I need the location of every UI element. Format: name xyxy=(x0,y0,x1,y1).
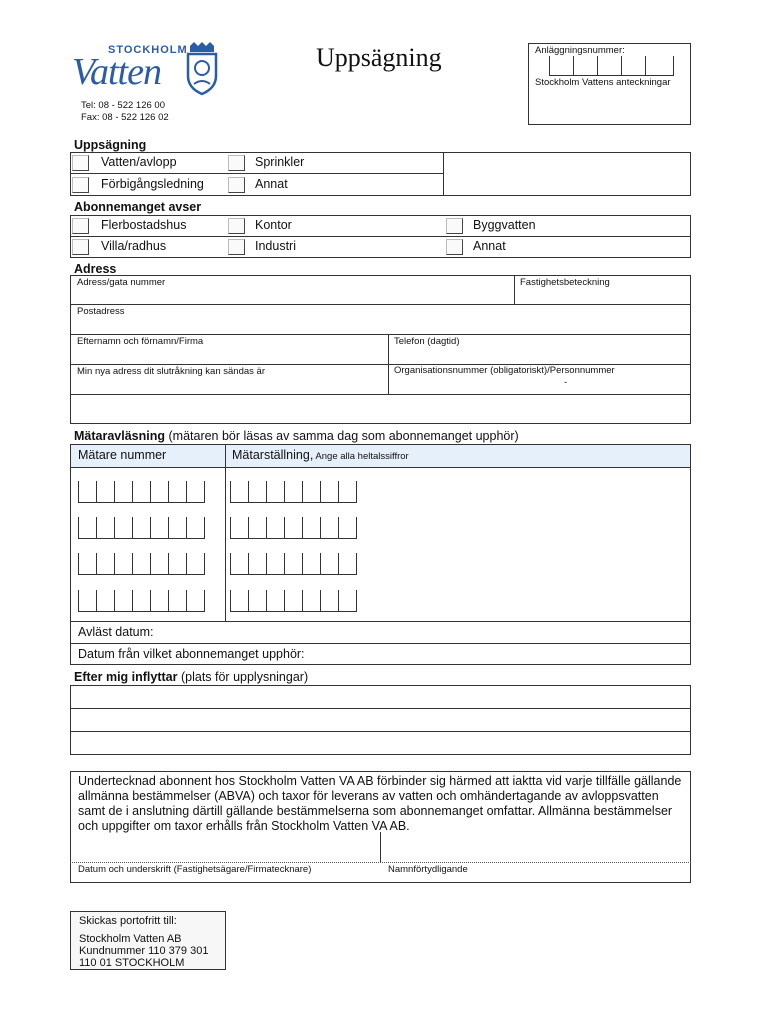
meter-reading-input[interactable] xyxy=(230,481,356,503)
ny-adress-field[interactable] xyxy=(71,365,387,393)
checkbox-byggvatten[interactable] xyxy=(446,218,463,234)
mail-line-1: Stockholm Vatten AB xyxy=(79,933,182,945)
telefon-field[interactable] xyxy=(389,335,690,363)
namnfortydligande-label: Namnförtydligande xyxy=(388,864,468,875)
notes-label: Stockholm Vattens anteckningar xyxy=(535,77,671,88)
notes-box xyxy=(528,43,691,125)
fastighet-field[interactable] xyxy=(515,276,690,303)
orgnr-field[interactable] xyxy=(389,365,690,393)
option-label: Villa/radhus xyxy=(101,239,167,253)
namnfortydligande-field[interactable] xyxy=(381,833,690,861)
anlaggning-digits[interactable] xyxy=(549,56,673,76)
meter-number-input[interactable] xyxy=(78,517,204,539)
matarstallning-hint: Ange alla heltalssiffror xyxy=(313,451,409,462)
matar-heading-rest: (mätaren bör läsas av samma dag som abonnemanget upphör) xyxy=(165,429,519,443)
company-logo xyxy=(70,40,220,100)
option-label: Byggvatten xyxy=(473,218,536,232)
efter-heading-bold: Efter mig inflyttar xyxy=(74,670,178,684)
meter-reading-input[interactable] xyxy=(230,553,356,575)
efter-line-2[interactable] xyxy=(71,709,690,730)
postadress-label: Postadress xyxy=(77,306,125,317)
matar-heading-bold: Mätaravläsning xyxy=(74,429,166,443)
meter-number-input[interactable] xyxy=(78,553,204,575)
meter-reading-input[interactable] xyxy=(230,517,356,539)
meter-reading-input[interactable] xyxy=(230,590,356,612)
section-heading-matar xyxy=(74,429,519,443)
option-label: Flerbostadshus xyxy=(101,218,187,232)
matarstallning-header xyxy=(232,448,409,462)
anlaggning-label: Anläggningsnummer: xyxy=(535,45,625,56)
telefon-label: Telefon (dagtid) xyxy=(394,336,460,347)
checkbox-kontor[interactable] xyxy=(228,218,245,234)
checkbox-industri[interactable] xyxy=(228,239,245,255)
mail-label: Skickas portofritt till: xyxy=(79,915,177,927)
section-heading-uppsagning: Uppsägning xyxy=(74,138,147,152)
option-label: Sprinkler xyxy=(255,155,305,169)
section-heading-adress: Adress xyxy=(74,262,117,276)
checkbox-annat-abonnemang[interactable] xyxy=(446,239,463,255)
ny-adress-label: Min nya adress dit slutråkning kan sändas är xyxy=(77,366,265,377)
matarstallning-label: Mätarställning, xyxy=(232,448,314,462)
option-label: Förbigångsledning xyxy=(101,177,204,191)
option-label: Vatten/avlopp xyxy=(101,155,177,169)
efter-line-3[interactable] xyxy=(71,732,690,754)
section-heading-efter xyxy=(74,670,308,684)
checkbox-sprinkler[interactable] xyxy=(228,155,245,171)
gata-label: Adress/gata nummer xyxy=(77,277,166,288)
section-heading-abonnemang: Abonnemanget avser xyxy=(74,200,202,214)
checkbox-annat[interactable] xyxy=(228,177,245,193)
datum-fran-field[interactable] xyxy=(71,644,690,664)
efter-heading-rest: (plats för upplysningar) xyxy=(177,670,309,684)
postadress-field[interactable] xyxy=(71,305,690,333)
phone-number: Tel: 08 - 522 126 00 xyxy=(81,100,165,111)
orgnr-dash: - xyxy=(564,377,568,388)
option-label: Kontor xyxy=(255,218,292,232)
namn-label: Efternamn och förnamn/Firma xyxy=(77,336,204,347)
logo-small-text: STOCKHOLM xyxy=(108,44,188,56)
checkbox-vatten-avlopp[interactable] xyxy=(72,155,89,171)
efter-line-1[interactable] xyxy=(71,686,690,707)
namn-field[interactable] xyxy=(71,335,387,363)
datum-fran-label: Datum från vilket abonnemanget upphör: xyxy=(78,647,305,661)
avlast-datum-field[interactable] xyxy=(71,622,690,643)
gata-field[interactable] xyxy=(71,276,513,303)
logo-big-text: Vatten xyxy=(72,51,161,93)
option-label: Annat xyxy=(473,239,506,253)
fastighet-label: Fastighetsbeteckning xyxy=(520,277,610,288)
fax-number: Fax: 08 - 522 126 02 xyxy=(81,112,169,123)
page-title: Uppsägning xyxy=(316,43,442,72)
meter-number-input[interactable] xyxy=(78,481,204,503)
checkbox-flerbostadshus[interactable] xyxy=(72,218,89,234)
signature-label: Datum och underskrift (Fastighetsägare/Firmatecknare) xyxy=(78,864,312,875)
mail-line-3: 110 01 STOCKHOLM xyxy=(79,957,185,969)
option-label: Annat xyxy=(255,177,288,191)
avlast-datum-label: Avläst datum: xyxy=(78,625,154,639)
checkbox-villa-radhus[interactable] xyxy=(72,239,89,255)
option-label: Industri xyxy=(255,239,296,253)
orgnr-label: Organisationsnummer (obligatoriskt)/Personnummer xyxy=(394,365,615,376)
checkbox-forbigangsledning[interactable] xyxy=(72,177,89,193)
matare-nummer-header: Mätare nummer xyxy=(78,448,167,462)
signature-field[interactable] xyxy=(71,833,379,861)
crest-icon xyxy=(182,42,222,98)
mail-address-box xyxy=(70,911,226,970)
mail-line-2: Kundnummer 110 379 301 xyxy=(79,945,209,957)
ny-adress-line2[interactable] xyxy=(71,395,690,423)
signature-terms: Undertecknad abonnent hos Stockholm Vatten VA AB förbinder sig härmed att iaktta vid varje tillfälle gällande allmänna bestämmelser (ABVA) och taxor för leverans av vatten och omhändertagande av avloppsvatten samt de i anslutning därtill gällande bestämmelserna som abonnemanget omfattar. Allmänna bestämmelser och uppgifter om taxor erhålls från Stockholm Vatten VA AB. xyxy=(78,774,682,833)
meter-number-input[interactable] xyxy=(78,590,204,612)
